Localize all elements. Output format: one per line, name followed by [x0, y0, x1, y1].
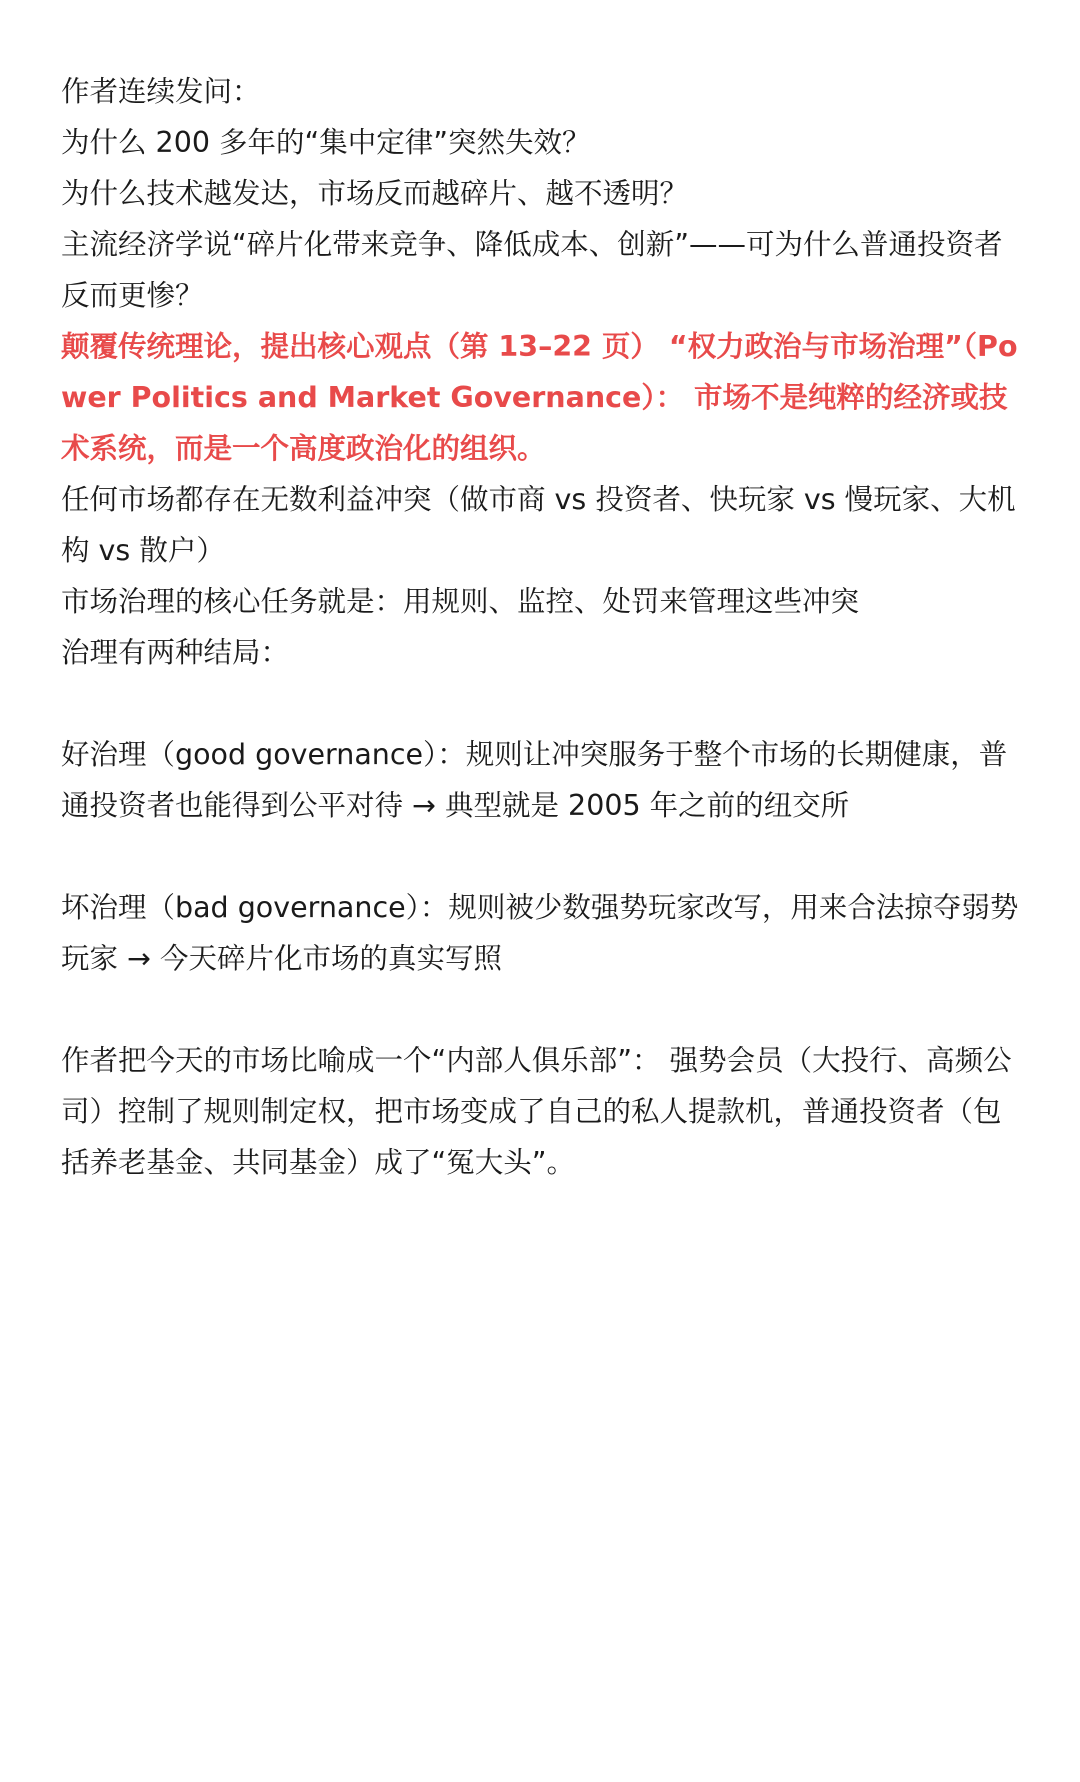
good-governance-paragraph: 好治理（good governance）：规则让冲突服务于整个市场的长期健康，普通投资者也能得到公平对待 → 典型就是 2005 年之前的纽交所 — [61, 738, 1008, 822]
core-thesis-highlight: 颠覆传统理论，提出核心观点（第 13–22 页） “权力政治与市场治理”（Power Politics and Market Governance）： 市场不是纯粹的经济或技术系统，而是一个高度政治化的组织。 — [61, 330, 1018, 465]
question-intro: 作者连续发问： — [61, 75, 261, 108]
governance-task: 市场治理的核心任务就是：用规则、监控、处罚来管理这些冲突 — [61, 585, 860, 618]
spacer — [61, 984, 1021, 1035]
insider-club-paragraph: 作者把今天的市场比喻成一个“内部人俱乐部”： 强势会员（大投行、高频公司）控制了规则制定权，把市场变成了自己的私人提款机，普通投资者（包括养老基金、共同基金）成了“冤大头”。 — [61, 1044, 1012, 1179]
question-1: 为什么 200 多年的“集中定律”突然失效？ — [61, 126, 591, 159]
bad-governance-paragraph: 坏治理（bad governance）：规则被少数强势玩家改写，用来合法掠夺弱势玩家 → 今天碎片化市场的真实写照 — [61, 891, 1019, 975]
governance-outcomes-intro: 治理有两种结局： — [61, 636, 290, 669]
article-body — [61, 66, 1021, 1188]
spacer — [61, 831, 1021, 882]
spacer — [61, 678, 1021, 729]
conflict-statement: 任何市场都存在无数利益冲突（做市商 vs 投资者、快玩家 vs 慢玩家、大机构 vs 散户） — [61, 483, 1016, 567]
question-3: 主流经济学说“碎片化带来竞争、降低成本、创新”——可为什么普通投资者反而更惨？ — [61, 228, 1003, 312]
question-2: 为什么技术越发达，市场反而越碎片、越不透明？ — [61, 177, 689, 210]
